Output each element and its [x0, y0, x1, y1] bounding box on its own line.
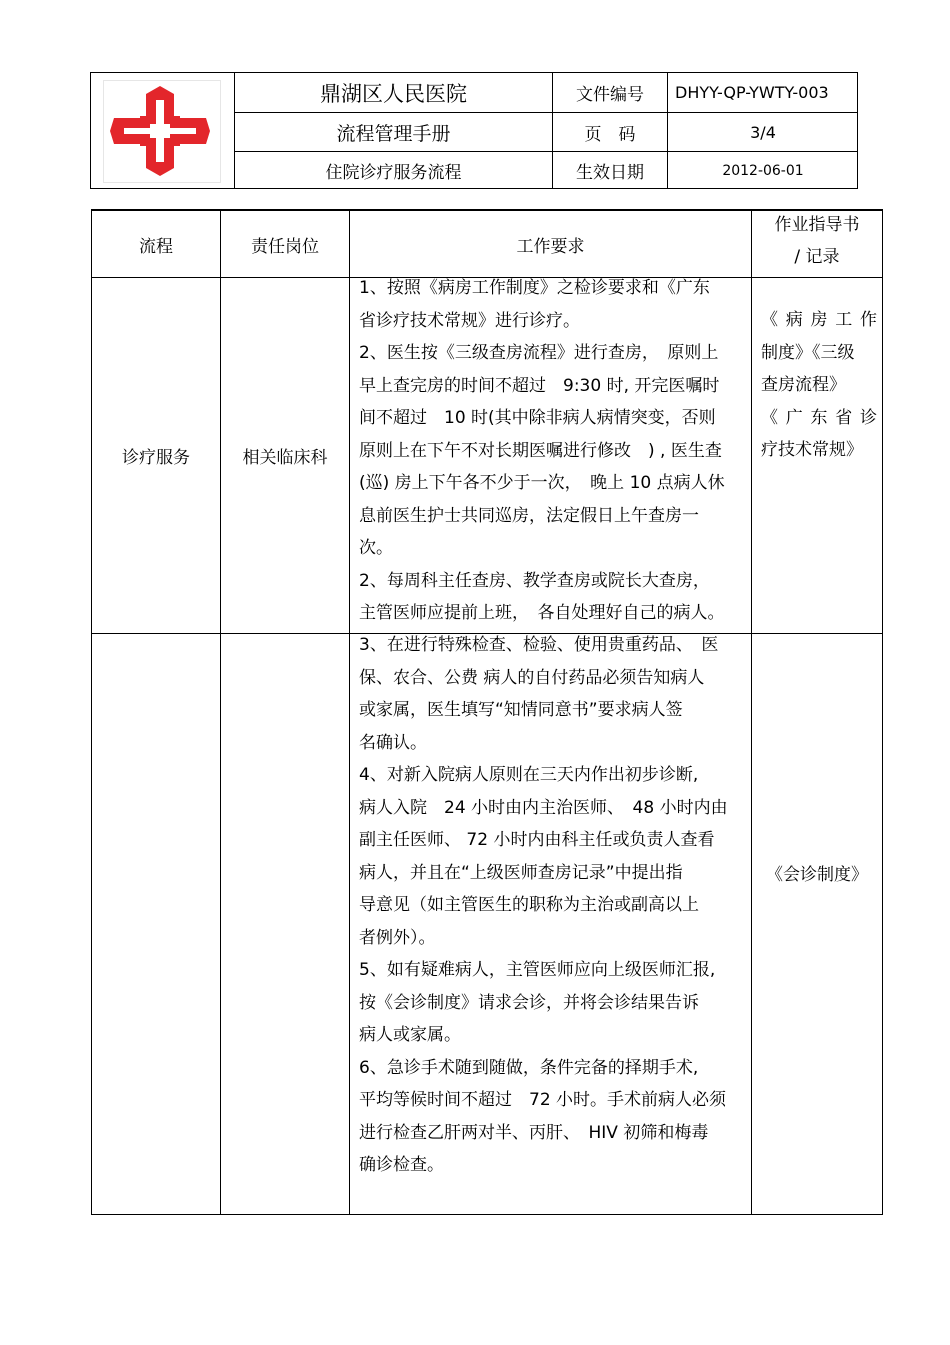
- req-line: 原则上在下午不对长期医嘱进行修改 ) , 医生查: [359, 440, 722, 461]
- req-line: 病人，并且在“上级医师查房记录”中提出指: [359, 862, 683, 883]
- page-label: 页 码: [584, 124, 636, 145]
- guide-line: 《病房工作: [761, 310, 877, 330]
- req-line: 确诊检查。: [359, 1155, 444, 1175]
- req-line: 间不超过 10 时(其中除非病人病情突变，否则: [359, 408, 716, 428]
- req-line: 者例外）。: [359, 927, 436, 948]
- document-header-table: [90, 72, 858, 189]
- effective-date-label: 生效日期: [576, 163, 644, 183]
- guide-line: 制度》《三级: [761, 342, 855, 363]
- req-line: 6、急诊手术随到随做，条件完备的择期手术,: [359, 1057, 699, 1078]
- page-value: 3/4: [750, 122, 776, 142]
- row2-guide: 《会诊制度》: [766, 864, 868, 885]
- col-header-guide-line1: 作业指导书: [774, 215, 860, 235]
- req-line: 1、按照《病房工作制度》之检诊要求和《广东: [359, 278, 710, 298]
- row2-process: [92, 633, 220, 1213]
- req-line: 按《会诊制度》请求会诊，并将会诊结果告诉: [359, 992, 699, 1013]
- req-line: 省诊疗技术常规》进行诊疗。: [359, 310, 580, 331]
- row1-role: 相关临床科: [242, 447, 328, 468]
- req-line: 进行检查乙肝两对半、丙肝、 HIV 初筛和梅毒: [359, 1122, 709, 1143]
- req-line: 早上查完房的时间不超过 9:30 时, 开完医嘱时: [359, 375, 720, 396]
- guide-line: 疗技术常规》: [761, 440, 863, 460]
- guide-line: 《广东省诊: [761, 407, 877, 428]
- col-header-guide-line2: / 记录: [794, 247, 840, 267]
- req-line: 主管医师应提前上班， 各自处理好自己的病人。: [359, 603, 725, 623]
- req-line: 次。: [359, 538, 393, 558]
- manual-name: 流程管理手册: [336, 122, 451, 145]
- col-header-role: 责任岗位: [251, 236, 319, 257]
- req-line: 导意见（如主管医生的职称为主治或副高以上: [359, 895, 699, 915]
- req-line: 平均等候时间不超过 72 小时。手术前病人必须: [359, 1090, 727, 1110]
- process-name: 住院诊疗服务流程: [325, 163, 462, 183]
- req-line: 2、每周科主任查房、教学查房或院长大查房，: [359, 570, 710, 591]
- req-line: 4、对新入院病人原则在三天内作出初步诊断,: [359, 765, 699, 785]
- doc-no-label: 文件编号: [576, 85, 644, 105]
- col-header-process: 流程: [139, 236, 173, 257]
- req-line: 3、在进行特殊检查、检验、使用贵重药品、 医: [359, 635, 719, 655]
- req-line: 2、医生按《三级查房流程》进行查房， 原则上: [359, 343, 719, 363]
- row1-guide: [761, 304, 877, 467]
- row1-requirements: [359, 272, 741, 630]
- doc-no-value: DHYY-QP-YWTY-003: [675, 83, 829, 102]
- req-line: 病人或家属。: [359, 1025, 461, 1045]
- req-line: 副主任医师、 72 小时内由科主任或负责人查看: [359, 830, 715, 850]
- req-line: 5、如有疑难病人，主管医师应向上级医师汇报,: [359, 960, 716, 980]
- col-header-requirements: 工作要求: [516, 236, 585, 257]
- req-line: (巡) 房上下午各不少于一次， 晚上 10 点病人休: [359, 473, 725, 493]
- row2-requirements: [359, 629, 741, 1182]
- hospital-name: 鼎湖区人民医院: [320, 81, 467, 106]
- req-line: 名确认。: [359, 732, 427, 753]
- req-line: 或家属，医生填写“知情同意书”要求病人签: [359, 700, 683, 720]
- req-line: 保、农合、公费 病人的自付药品必须告知病人: [359, 667, 705, 688]
- req-line: 息前医生护士共同巡房，法定假日上午查房一: [359, 505, 699, 526]
- row1-process: 诊疗服务: [122, 447, 190, 468]
- row2-role: [221, 633, 349, 1213]
- req-line: 病人入院 24 小时由内主治医师、 48 小时内由: [359, 797, 728, 818]
- col-header-guide: [752, 205, 882, 277]
- effective-date-value: 2012-06-01: [722, 162, 804, 179]
- guide-line: 查房流程》: [761, 375, 846, 395]
